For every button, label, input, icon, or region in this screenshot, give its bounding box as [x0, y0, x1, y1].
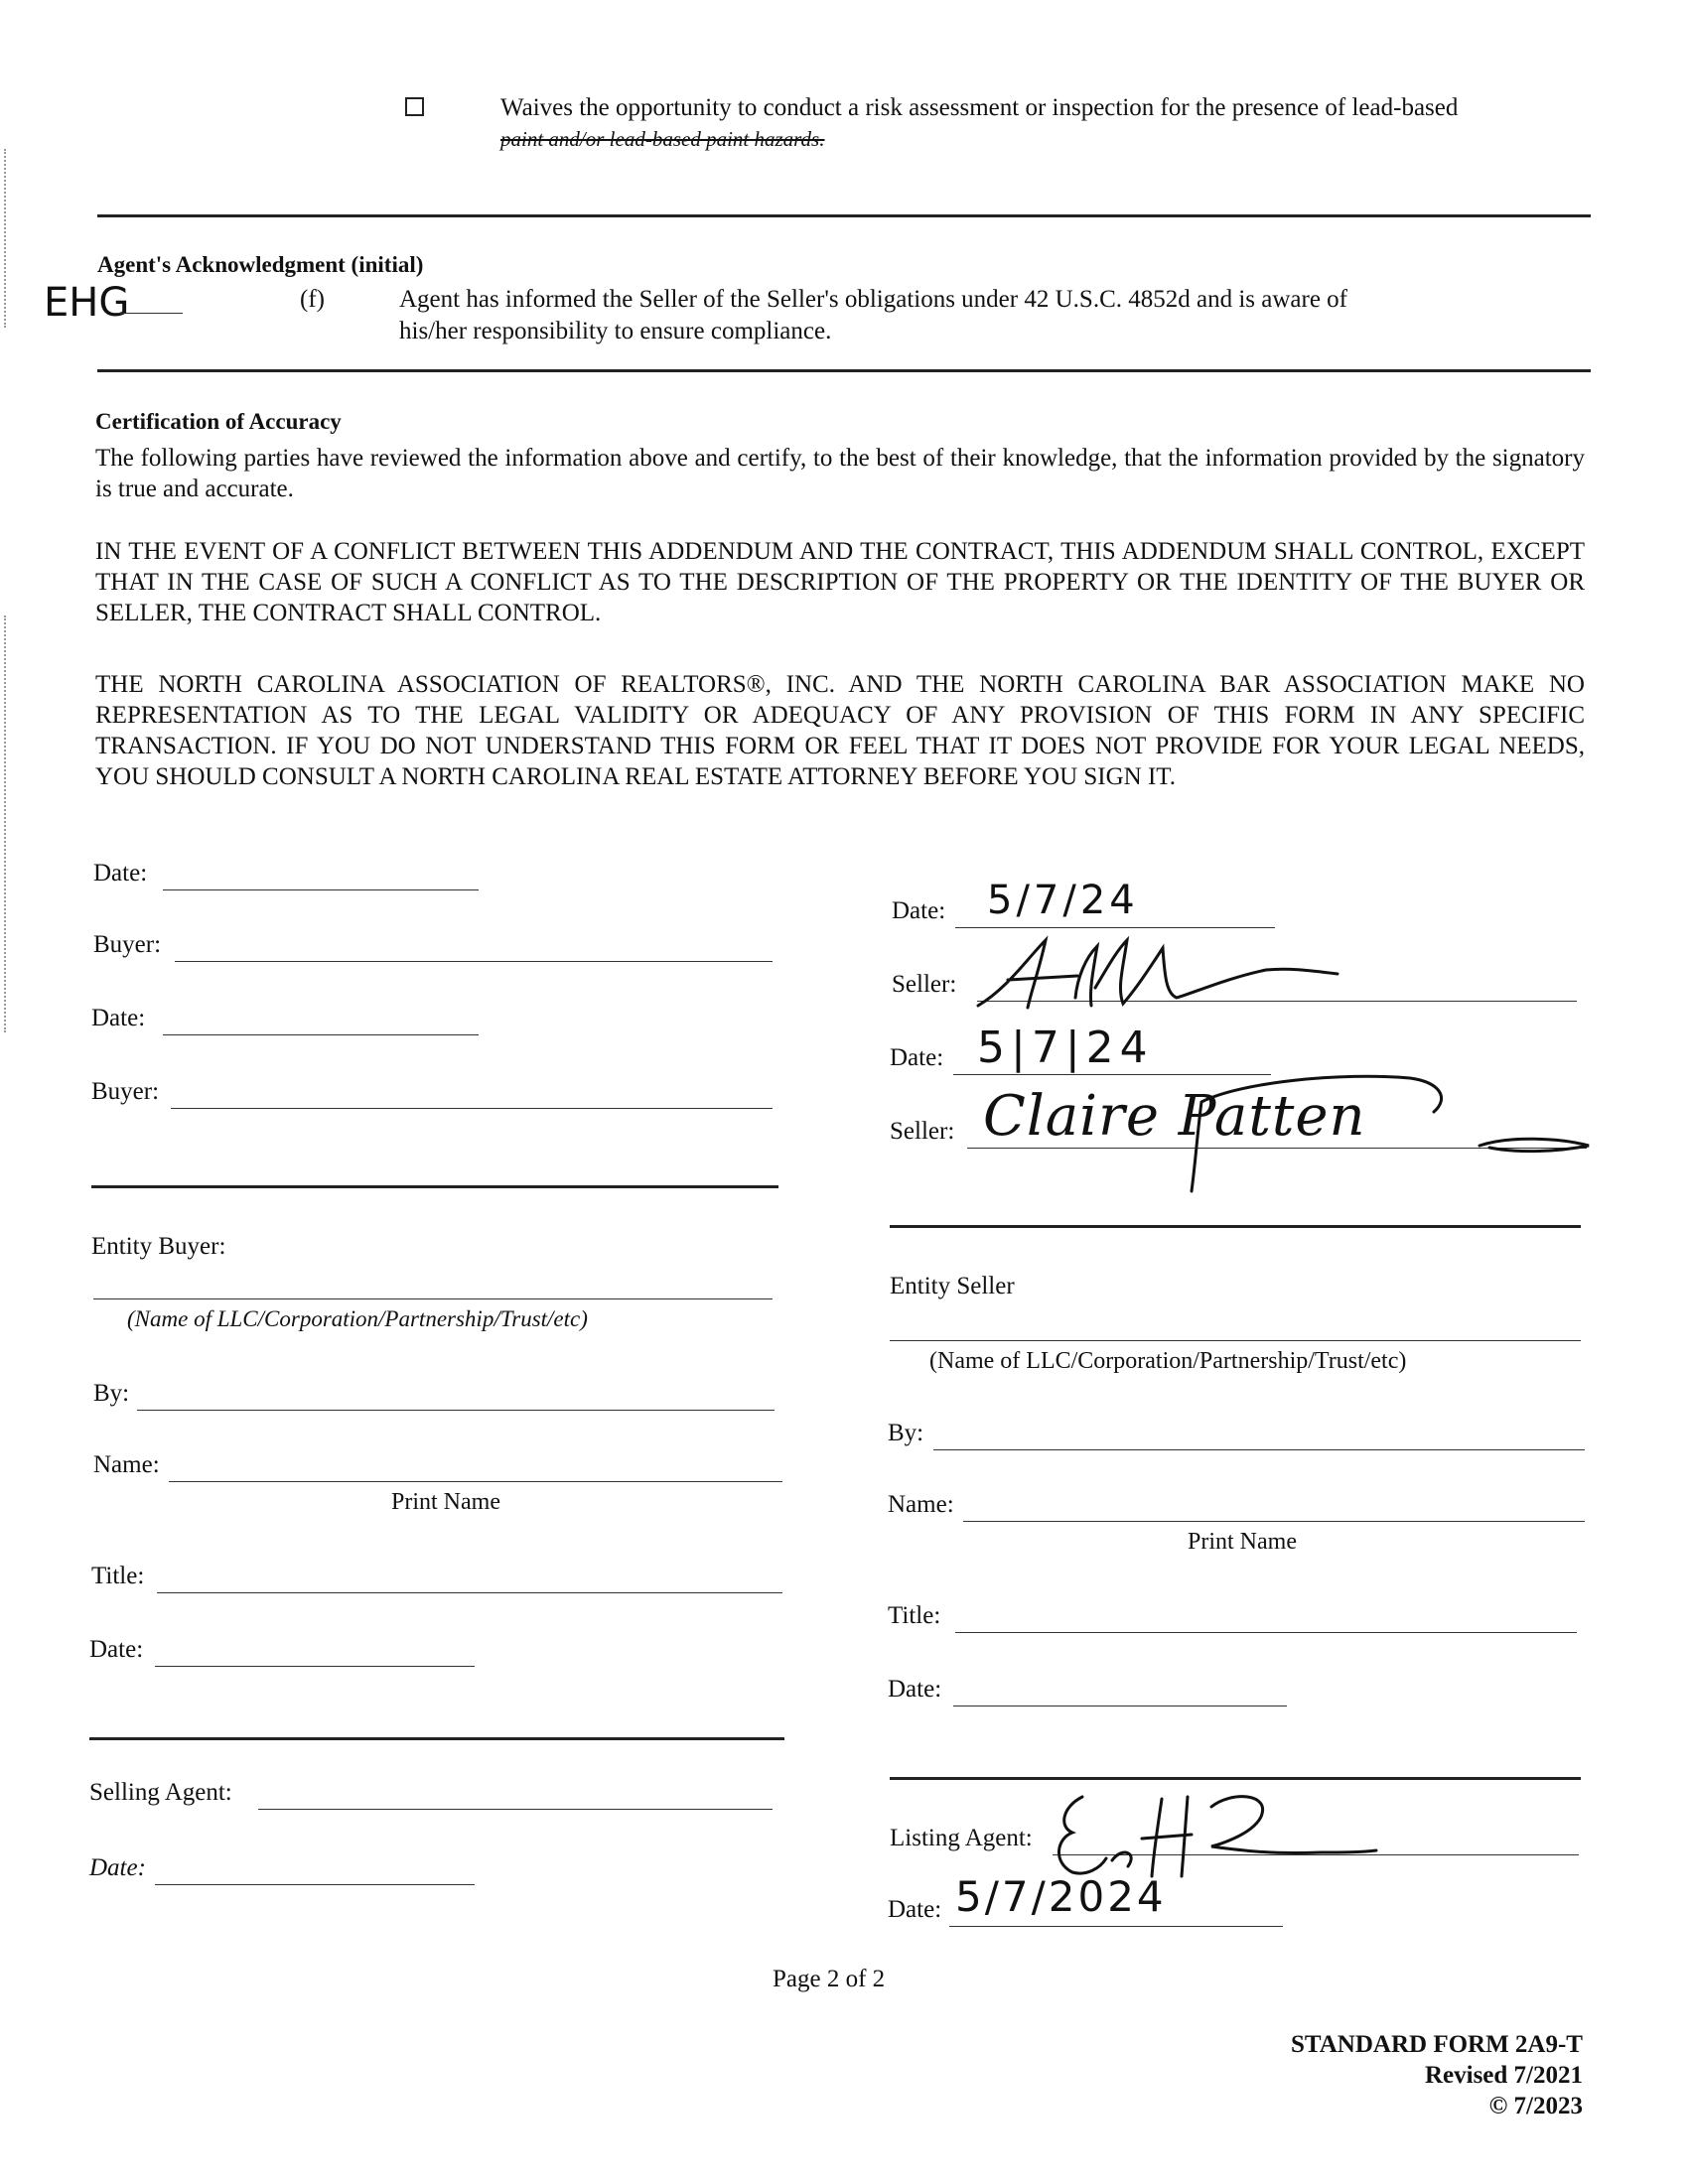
section-divider: [97, 369, 1591, 372]
entity-seller-by-field[interactable]: [933, 1449, 1585, 1450]
buyer-section-divider: [91, 1185, 778, 1188]
disclaimer: THE NORTH CAROLINA ASSOCIATION OF REALTORS®, INC. AND THE NORTH CAROLINA BAR ASSOCIATION MAKE NO REPRESENTATION AS TO THE LEGAL VALIDITY OR ADEQUACY OF ANY PROVISION OF THIS FORM IN ANY SPECIFIC TRANSACTION. IF YOU DO NOT UNDERSTAND THIS FORM OR FEEL THAT IT DOES NOT PROVIDE FOR YOUR LEGAL NEEDS, YOU SHOULD CONSULT A NORTH CAROLINA REAL ESTATE ATTORNEY BEFORE YOU SIGN IT.: [95, 671, 1585, 790]
entity-seller-date-label: Date:: [888, 1676, 942, 1703]
agent-ack-text-continued: his/her responsibility to ensure compliance.: [399, 318, 832, 344]
conflict-clause: IN THE EVENT OF A CONFLICT BETWEEN THIS ADDENDUM AND THE CONTRACT, THIS ADDENDUM SHALL CONTROL, EXCEPT THAT IN THE CASE OF SUCH A CONFLICT AS TO THE DESCRIPTION OF THE PROPERTY OR THE IDENTITY OF THE BUYER OR SELLER, THE CONTRACT SHALL CONTROL.: [95, 538, 1585, 626]
form-copyright: © 7/2023: [1488, 2093, 1583, 2119]
seller1-date-label: Date:: [892, 897, 946, 924]
seller2-label: Seller:: [890, 1118, 955, 1145]
entity-buyer-by-field[interactable]: [137, 1410, 775, 1411]
selling-agent-date-field[interactable]: [155, 1884, 475, 1885]
entity-buyer-divider: [89, 1737, 784, 1740]
seller2-signature-flourish: [1182, 1062, 1599, 1191]
waive-inspection-text-continued: paint and/or lead-based paint hazards.: [500, 127, 825, 151]
entity-seller-by-label: By:: [888, 1420, 924, 1446]
entity-seller-title-field[interactable]: [955, 1632, 1577, 1633]
section-divider: [97, 214, 1591, 217]
entity-seller-print-name-caption: Print Name: [1188, 1529, 1297, 1555]
waive-inspection-checkbox[interactable]: [405, 97, 424, 116]
seller1-date-handwritten: 5/7/24: [987, 878, 1139, 923]
page-number: Page 2 of 2: [773, 1966, 886, 1992]
entity-seller-printname-field[interactable]: [963, 1521, 1585, 1522]
buyer1-signature-field[interactable]: [175, 961, 773, 962]
entity-buyer-by-label: By:: [93, 1380, 130, 1407]
form-revised: Revised 7/2021: [1424, 2062, 1583, 2089]
scan-margin-marks: [4, 149, 8, 328]
entity-seller-title-label: Title:: [888, 1602, 941, 1629]
buyer2-date-label: Date:: [91, 1005, 146, 1031]
certification-heading: Certification of Accuracy: [95, 409, 342, 434]
buyer2-label: Buyer:: [91, 1078, 160, 1105]
waive-inspection-text: Waives the opportunity to conduct a risk assessment or inspection for the presence of lead-based: [500, 94, 1459, 121]
entity-seller-note: (Name of LLC/Corporation/Partnership/Trust/etc): [929, 1348, 1407, 1374]
entity-buyer-title-label: Title:: [91, 1563, 145, 1589]
entity-seller-name-field[interactable]: [890, 1340, 1581, 1341]
buyer2-signature-field[interactable]: [171, 1108, 773, 1109]
selling-agent-label: Selling Agent:: [89, 1779, 232, 1806]
initials-line: [117, 313, 183, 314]
entity-buyer-date-label: Date:: [89, 1636, 144, 1663]
form-number: STANDARD FORM 2A9-T: [1291, 2031, 1583, 2058]
seller1-label: Seller:: [892, 971, 957, 998]
agent-ack-text: Agent has informed the Seller of the Seller's obligations under 42 U.S.C. 4852d and is aware of: [399, 286, 1348, 313]
entity-buyer-label: Entity Buyer:: [91, 1233, 226, 1260]
agent-ack-heading: Agent's Acknowledgment (initial): [97, 252, 424, 277]
certification-text: The following parties have reviewed the information above and certify, to the best of their knowledge, that the information provided by the signatory is true and accurate.: [95, 445, 1585, 502]
selling-agent-signature-field[interactable]: [258, 1809, 773, 1810]
buyer1-date-label: Date:: [93, 860, 148, 887]
seller-section-divider: [890, 1225, 1581, 1228]
entity-buyer-name-field[interactable]: [93, 1298, 773, 1299]
seller2-signature: Claire Patten: [983, 1084, 1366, 1149]
entity-buyer-note: (Name of LLC/Corporation/Partnership/Trust/etc): [127, 1306, 588, 1331]
buyer2-date-field[interactable]: [163, 1034, 479, 1035]
entity-buyer-name-label: Name:: [93, 1451, 160, 1478]
seller2-date-label: Date:: [890, 1044, 944, 1071]
listing-agent-date-field[interactable]: [949, 1926, 1283, 1927]
seller1-signature: [968, 928, 1345, 1018]
entity-seller-label: Entity Seller: [890, 1273, 1015, 1299]
entity-buyer-print-name-caption: Print Name: [391, 1489, 500, 1515]
buyer1-date-field[interactable]: [163, 889, 479, 890]
form-footer: [1291, 2029, 1583, 2121]
listing-agent-signature: [1043, 1777, 1380, 1886]
scan-margin-marks: [4, 615, 8, 1032]
entity-seller-name-label: Name:: [888, 1491, 954, 1518]
buyer1-label: Buyer:: [93, 931, 162, 958]
agent-ack-item-letter: (f): [300, 286, 325, 313]
entity-buyer-date-field[interactable]: [155, 1666, 475, 1667]
seller2-date-handwritten: 5|7|24: [977, 1023, 1154, 1073]
agent-initials: EHG: [44, 280, 130, 326]
entity-buyer-printname-field[interactable]: [169, 1481, 782, 1482]
listing-agent-label: Listing Agent:: [890, 1825, 1033, 1851]
entity-buyer-title-field[interactable]: [157, 1592, 782, 1593]
listing-agent-date-label: Date:: [888, 1896, 942, 1923]
selling-agent-date-label: Date:: [89, 1854, 146, 1881]
listing-agent-date-handwritten: 5/7/2024: [955, 1872, 1167, 1921]
